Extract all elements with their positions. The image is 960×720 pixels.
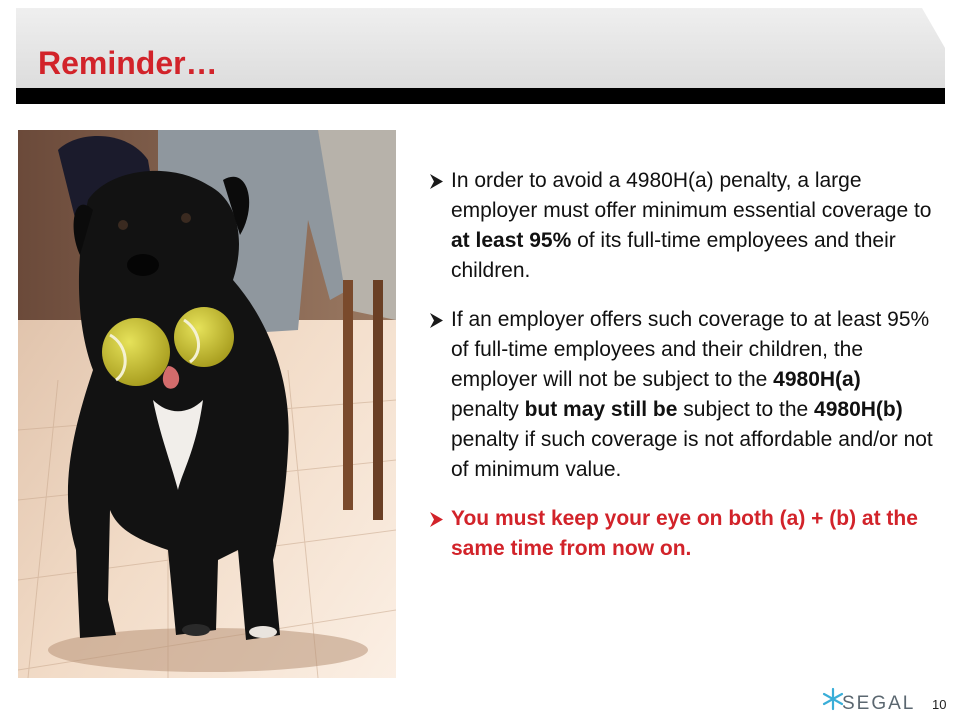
bullet-text-segment: You must keep your eye on both (a) + (b) at the same time from now on.	[451, 507, 918, 560]
arrow-bullet-icon	[428, 312, 445, 329]
arrow-bullet-icon	[428, 173, 445, 190]
slide-title: Reminder…	[38, 45, 218, 81]
bullet-text-segment: If an employer offers such coverage to at least 95% of full-time employees and their children, the employer will not be subject to the	[451, 308, 930, 391]
bullet-text-segment: subject to the	[677, 398, 815, 421]
title-rule	[16, 88, 945, 104]
dog-photo	[18, 130, 396, 678]
bullet-text-segment: penalty	[451, 398, 525, 421]
bullet-item	[428, 504, 933, 564]
bullet-text-segment: at least 95%	[451, 229, 572, 252]
star-burst-icon	[822, 686, 844, 712]
bullet-text-segment: In order to avoid a 4980H(a) penalty, a large employer must offer minimum essential coverage to	[451, 169, 932, 222]
bullet-item	[428, 166, 933, 286]
bullet-text-segment: but may still be	[524, 398, 678, 421]
bullet-text-segment: 4980H(a)	[773, 368, 861, 391]
bullet-text-segment: of its full-time employees and their children.	[451, 229, 896, 282]
bullet-text-segment: penalty if such coverage is not affordable and/or not of minimum value.	[451, 428, 933, 481]
logo-wordmark: SEGAL	[842, 693, 916, 714]
bullet-text-segment: 4980H(b)	[814, 398, 903, 421]
dog-illustration	[18, 130, 396, 678]
arrow-bullet-icon	[428, 511, 445, 528]
segal-logo	[822, 686, 932, 716]
page-number: 10	[932, 697, 947, 712]
bullet-list	[428, 166, 933, 583]
bullet-item	[428, 305, 933, 485]
